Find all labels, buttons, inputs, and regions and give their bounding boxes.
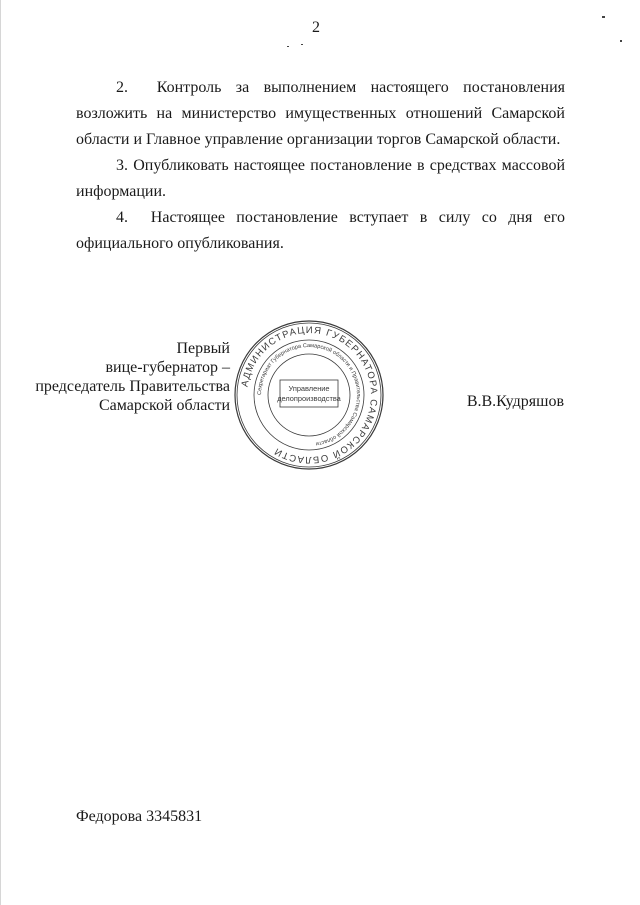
signer-title-line: председатель Правительства	[35, 378, 230, 395]
seal-inner-text: Секретариат Губернатора Самарской области и Правительства Самарской области	[256, 342, 362, 447]
paragraph-2-number: 2.	[116, 79, 128, 96]
official-seal	[232, 318, 386, 472]
signer-title	[35, 339, 230, 415]
signer-name: В.В.Кудряшов	[466, 393, 564, 410]
scan-speck	[301, 44, 303, 45]
page-number: 2	[312, 19, 320, 36]
scan-edge-line	[0, 0, 1, 905]
signer-title-line: вице-губернатор –	[105, 359, 230, 376]
paragraph-2-text: Контроль за выполнением настоящего постановления возложить на министерство имущественных отношений Самарской области и Главное управление организации торгов Самарской области.	[76, 79, 565, 148]
scan-speck	[602, 16, 605, 18]
paragraph-4	[76, 205, 565, 257]
paragraph-4-number: 4.	[116, 209, 128, 226]
scan-speck	[620, 40, 622, 42]
scan-speck	[287, 46, 289, 47]
seal-outer-text: АДМИНИСТРАЦИЯ ГУБЕРНАТОРА САМАРСКОЙ ОБЛАСТИ	[239, 324, 380, 466]
paragraph-2	[76, 75, 565, 153]
paragraph-3	[76, 153, 565, 205]
paragraph-3-text: Опубликовать настоящее постановление в средствах массовой информации.	[76, 157, 565, 200]
paragraph-4-text: Настоящее постановление вступает в силу со дня его официального опубликования.	[76, 209, 566, 252]
signer-title-line: Первый	[176, 340, 230, 357]
paragraph-3-number: 3.	[116, 157, 128, 174]
executor-contact: Федорова 3345831	[76, 808, 203, 825]
signer-title-line: Самарской области	[99, 397, 230, 414]
seal-center-line-2: делопроизводства	[277, 394, 341, 403]
seal-center-line-1: Управление	[288, 384, 330, 393]
